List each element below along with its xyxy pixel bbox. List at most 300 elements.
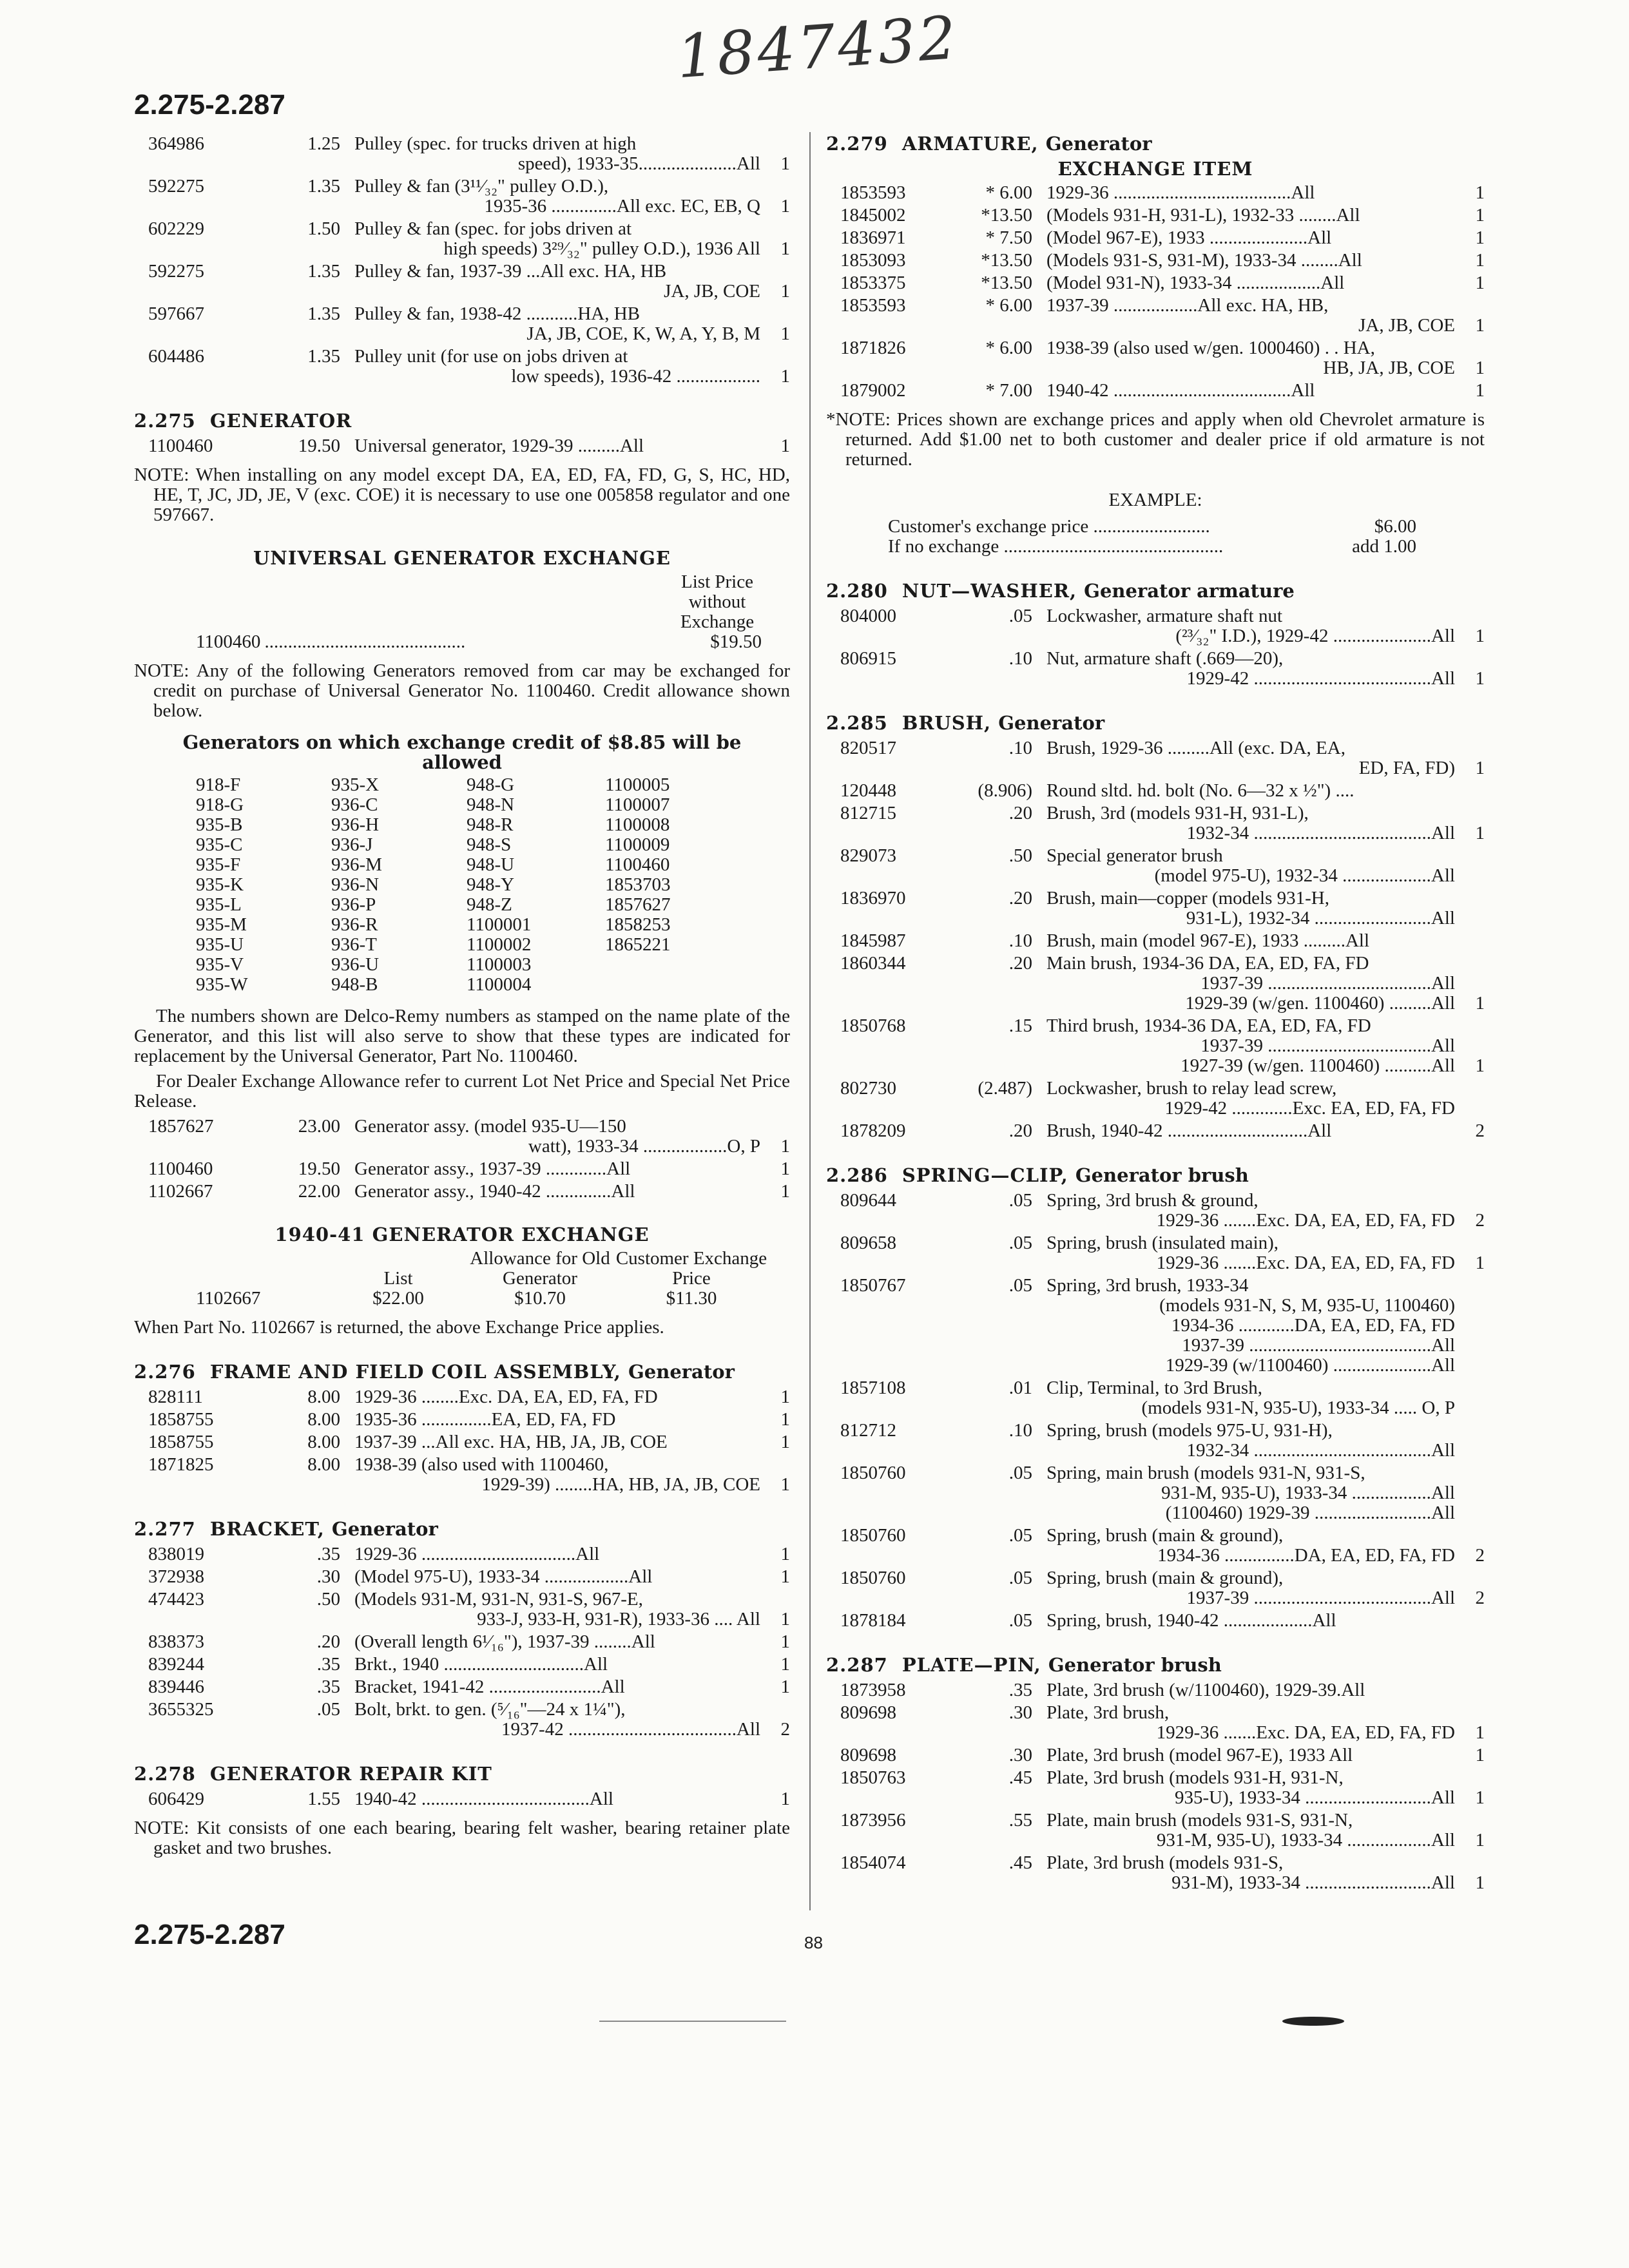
part-description [1046, 606, 1459, 646]
part-number: 1102667 [148, 1181, 213, 1202]
part-quantity: 1 [780, 1409, 790, 1430]
description-line: 1929-36 ......................................All [1046, 182, 1315, 203]
part-price: 8.00 [307, 1432, 340, 1452]
part-price: .05 [1008, 1190, 1032, 1211]
part-description [1046, 1016, 1459, 1076]
example-line: If no exchange ............................................... add 1.00 [888, 536, 1416, 557]
part-number: 1850760 [840, 1463, 906, 1483]
description-line: 931-M, 935-U), 1933-34 ..................All [1156, 1830, 1455, 1850]
description-line: JA, JB, COE [664, 281, 760, 302]
part-number: 597667 [148, 303, 204, 324]
description-line: Nut, armature shaft (.669—20), [1046, 648, 1284, 669]
grid-cell: 935-C [196, 834, 243, 855]
description-line: 1929-42 ......................................All [1186, 668, 1455, 689]
part-description [1046, 338, 1459, 378]
part-price: .45 [1008, 1852, 1032, 1873]
part-number: 592275 [148, 261, 204, 282]
subsection-heading: UNIVERSAL GENERATOR EXCHANGE [253, 547, 671, 569]
part-quantity: 1 [1475, 273, 1485, 293]
description-line: Pulley unit (for use on jobs driven at [354, 346, 628, 367]
note: NOTE: Any of the following Generators removed from car may be exchanged for credit on purchase of Universal Generator No. 1100460. Credit allowance shown below. [134, 660, 790, 721]
part-row [134, 1590, 790, 1629]
part-quantity: 1 [1475, 227, 1485, 248]
part-row [134, 347, 790, 387]
part-row [826, 228, 1485, 248]
part-price: 23.00 [298, 1116, 340, 1137]
part-price: 19.50 [298, 1158, 340, 1179]
part-price: .50 [316, 1589, 340, 1610]
grid-cell: 948-G [467, 774, 515, 795]
description-line: 1940-42 ......................................All [1046, 380, 1315, 401]
part-quantity: 2 [780, 1719, 790, 1740]
description-line: 935-U), 1933-34 ...........................All [1175, 1787, 1455, 1808]
grid-cell: 935-X [331, 774, 380, 795]
description-line: Plate, main brush (models 931-S, 931-N, [1046, 1810, 1353, 1831]
part-description [354, 1455, 764, 1495]
part-description [354, 134, 764, 174]
part-price: .10 [1008, 738, 1032, 758]
part-row [826, 1233, 1485, 1273]
part-description [1046, 1378, 1459, 1418]
section-heading: 2.286 SPRING—CLIP, Generator brush [826, 1164, 1249, 1186]
description-line: Bracket, 1941-42 ........................All [354, 1677, 625, 1697]
description-line: (Models 931-H, 931-L), 1932-33 ........All [1046, 205, 1360, 226]
part-row [134, 1677, 790, 1697]
description-line: (Models 931-S, 931-M), 1933-34 ........All [1046, 250, 1362, 271]
part-number: 1850767 [840, 1275, 906, 1296]
part-description [354, 1544, 764, 1564]
part-number: 1100460 [148, 1158, 213, 1179]
grid-cell: 1857627 [605, 894, 671, 915]
section-heading: 2.276 FRAME AND FIELD COIL ASSEMBLY, Generator [134, 1361, 735, 1383]
part-quantity: 1 [780, 1609, 790, 1629]
part-number: 1850768 [840, 1015, 906, 1036]
description-line: Spring, 3rd brush, 1933-34 [1046, 1275, 1249, 1296]
part-price: .05 [316, 1699, 340, 1720]
description-line: 1940-42 ....................................All [354, 1789, 613, 1809]
part-price: .55 [1008, 1810, 1032, 1831]
part-number: 802730 [840, 1078, 896, 1099]
part-row [826, 296, 1485, 336]
credit-title: Generators on which exchange credit of $8.85 will be allowed [182, 731, 742, 773]
part-price: .35 [1008, 1680, 1032, 1700]
part-description [1046, 251, 1459, 271]
part-description [354, 1567, 764, 1587]
description-line: (models 931-N, 935-U), 1933-34 ..... O, P [1141, 1398, 1455, 1418]
part-description [1046, 649, 1459, 689]
part-row [134, 1544, 790, 1564]
grid-cell: 1100003 [467, 954, 532, 975]
description-line: 931-M), 1933-34 ...........................All [1171, 1872, 1455, 1893]
grid-cell: 1853703 [605, 874, 671, 895]
part-price: .20 [1008, 888, 1032, 908]
part-number: 1878184 [840, 1610, 906, 1631]
generator-assy-list [134, 1117, 790, 1202]
scan-line [599, 2021, 786, 2022]
part-description [1046, 803, 1459, 843]
description-line: Spring, brush (main & ground), [1046, 1568, 1284, 1588]
note: When Part No. 1102667 is returned, the above Exchange Price applies. [134, 1317, 664, 1338]
part-description [1046, 781, 1459, 801]
part-quantity: 2 [1475, 1588, 1485, 1608]
part-quantity: 2 [1475, 1120, 1485, 1141]
part-number: 812712 [840, 1420, 896, 1441]
part-row [826, 273, 1485, 293]
part-price: 8.00 [307, 1387, 340, 1407]
description-line: HB, JA, JB, COE [1323, 358, 1455, 378]
part-row [826, 1568, 1485, 1608]
description-line: Brkt., 1940 ..............................All [354, 1654, 608, 1675]
part-number: 812715 [840, 803, 896, 823]
part-description [1046, 183, 1459, 203]
part-price: 1.35 [307, 346, 340, 367]
description-line: 1937-39 ......................................All [1186, 1588, 1455, 1608]
part-price: .30 [316, 1566, 340, 1587]
description-line: (model 975-U), 1932-34 ...................All [1154, 865, 1455, 886]
description-line: Spring, 3rd brush & ground, [1046, 1190, 1258, 1211]
part-number: 1850763 [840, 1767, 906, 1788]
part-description [354, 219, 764, 259]
description-line: watt), 1933-34 ..................O, P [528, 1136, 760, 1157]
grid-cell: 948-Z [467, 894, 512, 915]
description-line: 1937-39 .......................................All [1182, 1335, 1455, 1356]
part-number: 1850760 [840, 1568, 906, 1588]
part-number: 809644 [840, 1190, 896, 1211]
description-line: 931-M, 935-U), 1933-34 .................All [1161, 1483, 1455, 1503]
part-number: 1871825 [148, 1454, 214, 1475]
part-price: * 6.00 [985, 338, 1032, 358]
part-number: 364986 [148, 133, 204, 154]
grid-cell: 935-M [196, 914, 247, 935]
description-line: 1929-36 .................................All [354, 1544, 600, 1564]
grid-cell: 1100460 [605, 854, 670, 875]
part-price: *13.50 [981, 273, 1032, 293]
grid-cell: 948-B [331, 974, 378, 995]
part-number: 1858755 [148, 1409, 214, 1430]
part-description [1046, 1745, 1459, 1765]
plate-list [826, 1680, 1485, 1893]
part-row [134, 1789, 790, 1809]
grid-cell: 935-V [196, 954, 244, 975]
part-price: 1.25 [307, 133, 340, 154]
description-line: Special generator brush [1046, 845, 1223, 866]
section-heading: 2.280 NUT—WASHER, Generator armature [826, 580, 1295, 602]
description-line: Pulley & fan (spec. for jobs driven at [354, 218, 632, 239]
grid-cell: 936-R [331, 914, 378, 935]
part-price: * 7.50 [985, 227, 1032, 248]
part-description [1046, 1768, 1459, 1808]
description-line: 1932-34 ......................................All [1186, 823, 1455, 843]
part-description [354, 1410, 764, 1430]
part-price: .05 [1008, 1610, 1032, 1631]
description-line: 1937-39 ..................All exc. HA, HB, [1046, 295, 1329, 316]
nut-list [826, 606, 1485, 689]
part-description [354, 1632, 764, 1652]
part-number: 838019 [148, 1544, 204, 1564]
grid-cell: 935-F [196, 854, 241, 875]
part-number: 602229 [148, 218, 204, 239]
part-number: 1853375 [840, 273, 906, 293]
part-number: 1879002 [840, 380, 906, 401]
part-description [1046, 1191, 1459, 1231]
part-quantity: 1 [780, 238, 790, 259]
part-price: (8.906) [978, 780, 1032, 801]
grid-cell: 936-M [331, 854, 382, 875]
column-divider [809, 132, 811, 1910]
grid-cell: 936-U [331, 954, 380, 975]
part-quantity: 1 [780, 1474, 790, 1495]
part-price: .05 [1008, 1463, 1032, 1483]
page-number: 88 [804, 1933, 823, 1952]
exchange-table: List Allowance for Old Generator Customer Exchange Price 1102667 $22.00 $10.70 $11.30 [196, 1248, 767, 1309]
grid-cell: 935-L [196, 894, 242, 915]
description-line: (²³⁄₃₂" I.D.), 1929-42 .....................All [1175, 626, 1455, 646]
grid-cell: 1100009 [605, 834, 670, 855]
part-row [826, 1768, 1485, 1808]
part-number: 120448 [840, 780, 896, 801]
left-column [134, 134, 790, 1867]
paragraph: The numbers shown are Delco-Remy numbers as stamped on the name plate of the Generator, and this list will also serve to show that these types are indicated for replacement by the Universal Generator, Part No. 1100460. [134, 1006, 790, 1066]
grid-cell: 1858253 [605, 914, 671, 935]
frame-list [134, 1387, 790, 1495]
description-line: Pulley & fan, 1938-42 ...........HA, HB [354, 303, 641, 324]
description-line: (Model 967-E), 1933 .....................All [1046, 227, 1332, 248]
description-line: 1929-36 .......Exc. DA, EA, ED, FA, FD [1156, 1253, 1455, 1273]
part-description [1046, 381, 1459, 401]
description-line: 1938-39 (also used w/gen. 1000460) . . HA, [1046, 338, 1375, 358]
description-line: Pulley & fan (3¹¹⁄₃₂" pulley O.D.), [354, 176, 609, 197]
part-price: .45 [1008, 1767, 1032, 1788]
part-description [354, 1387, 764, 1407]
description-line: Generator assy., 1940-42 ..............All [354, 1181, 635, 1202]
part-price: * 6.00 [985, 295, 1032, 316]
grid-cell: 936-T [331, 934, 377, 955]
grid-cell: 1100001 [467, 914, 532, 935]
part-quantity: 1 [780, 1158, 790, 1179]
part-price: .05 [1008, 1275, 1032, 1296]
note: NOTE: When installing on any model except DA, EA, ED, FA, FD, G, S, HC, HD, HE, T, JC, JD, JE, V (exc. COE) it is necessary to use one 005858 regulator and one 597667. [134, 465, 790, 525]
part-quantity: 1 [1475, 1722, 1485, 1743]
part-row [826, 1526, 1485, 1566]
grid-cell: 935-K [196, 874, 244, 895]
part-number: 1850760 [840, 1525, 906, 1546]
part-row [826, 1016, 1485, 1076]
part-row [826, 1276, 1485, 1376]
grid-cell: 935-B [196, 814, 243, 835]
part-quantity: 1 [1475, 380, 1485, 401]
part-row [134, 1567, 790, 1587]
part-quantity: 1 [780, 366, 790, 387]
part-row [826, 338, 1485, 378]
part-row [134, 134, 790, 174]
description-line: Plate, 3rd brush, [1046, 1702, 1170, 1723]
part-description [1046, 846, 1459, 886]
page-footer: 2.275-2.287 [134, 1919, 285, 1950]
part-description [354, 1590, 764, 1629]
grid-cell: 948-S [467, 834, 512, 855]
part-description [354, 1655, 764, 1675]
part-quantity: 1 [780, 1544, 790, 1564]
part-quantity: 1 [780, 1136, 790, 1157]
part-description [1046, 1811, 1459, 1850]
grid-cell: 936-H [331, 814, 380, 835]
part-quantity: 1 [780, 1631, 790, 1652]
part-description [1046, 228, 1459, 248]
part-description [354, 1677, 764, 1697]
part-description [354, 262, 764, 302]
description-line: Brush, main (model 967-E), 1933 .........All [1046, 930, 1370, 951]
part-price: .05 [1008, 1233, 1032, 1253]
description-line: 1929-39 (w/1100460) .....................All [1165, 1355, 1455, 1376]
part-quantity: 2 [1475, 1210, 1485, 1231]
part-number: 1858755 [148, 1432, 214, 1452]
description-line: Spring, brush, 1940-42 ...................All [1046, 1610, 1336, 1631]
part-description [1046, 954, 1459, 1014]
part-quantity: 1 [780, 1566, 790, 1587]
description-line: 1927-39 (w/gen. 1100460) ..........All [1181, 1055, 1455, 1076]
part-row [826, 1463, 1485, 1523]
grid-cell: 1100005 [605, 774, 670, 795]
part-number: 1836970 [840, 888, 906, 908]
part-quantity: 1 [780, 1654, 790, 1675]
description-line: Generator assy., 1937-39 .............All [354, 1158, 631, 1179]
part-row [826, 1611, 1485, 1631]
part-quantity: 1 [1475, 823, 1485, 843]
part-quantity: 1 [780, 1181, 790, 1202]
description-line: 1929-36 .......Exc. DA, EA, ED, FA, FD [1156, 1722, 1455, 1743]
part-description [354, 1700, 764, 1740]
part-row [134, 1700, 790, 1740]
part-quantity: 1 [780, 1789, 790, 1809]
part-row [134, 1455, 790, 1495]
part-quantity: 1 [1475, 1787, 1485, 1808]
part-row [826, 1853, 1485, 1893]
part-number: 1860344 [840, 953, 906, 974]
description-line: Lockwasher, brush to relay lead screw, [1046, 1078, 1337, 1099]
part-description [1046, 273, 1459, 293]
note: NOTE: Kit consists of one each bearing, bearing felt washer, bearing retainer plate gasket and two brushes. [134, 1818, 790, 1858]
grid-cell [605, 975, 734, 995]
part-number: 1873956 [840, 1810, 906, 1831]
part-quantity: 1 [1475, 1745, 1485, 1765]
part-row [826, 1811, 1485, 1850]
grid-cell: 948-U [467, 854, 515, 875]
grid-cell: 935-W [196, 974, 248, 995]
part-quantity: 2 [1475, 1545, 1485, 1566]
example-line: Customer's exchange price ......................... $6.00 [888, 516, 1416, 537]
part-price: .05 [1008, 1568, 1032, 1588]
description-line: high speeds) 3²⁹⁄₃₂" pulley O.D.), 1936 All [443, 238, 760, 259]
description-line: Spring, brush (insulated main), [1046, 1233, 1279, 1253]
part-row [826, 954, 1485, 1014]
part-price: .35 [316, 1677, 340, 1697]
part-row [134, 177, 790, 216]
part-number: 372938 [148, 1566, 204, 1587]
description-line: Spring, main brush (models 931-N, 931-S, [1046, 1463, 1365, 1483]
bracket-list [134, 1544, 790, 1740]
part-number: 1854074 [840, 1852, 906, 1873]
part-price: .10 [1008, 648, 1032, 669]
part-price: .30 [1008, 1702, 1032, 1723]
description-line: 1937-39 ...................................All [1200, 1035, 1455, 1056]
description-line: low speeds), 1936-42 .................. [511, 366, 760, 387]
description-line: Brush, main—copper (models 931-H, [1046, 888, 1329, 908]
part-quantity: 1 [1475, 993, 1485, 1014]
part-quantity: 1 [780, 1677, 790, 1697]
description-line: 1935-36 ...............EA, ED, FA, FD [354, 1409, 616, 1430]
part-price: 22.00 [298, 1181, 340, 1202]
description-line: Generator assy. (model 935-U—150 [354, 1116, 626, 1137]
part-number: 1878209 [840, 1120, 906, 1141]
part-description [354, 1789, 764, 1809]
part-quantity: 1 [780, 1387, 790, 1407]
part-description [354, 304, 764, 344]
part-price: 8.00 [307, 1454, 340, 1475]
part-number: 1836971 [840, 227, 906, 248]
grid-cell: 936-C [331, 794, 378, 815]
description-line: Spring, brush (models 975-U, 931-H), [1046, 1420, 1333, 1441]
part-description [354, 1182, 764, 1202]
part-description [1046, 931, 1459, 951]
description-line: ED, FA, FD) [1358, 758, 1455, 778]
description-line: (Overall length 6¹⁄₁₆"), 1937-39 ........All [354, 1631, 655, 1652]
part-number: 474423 [148, 1589, 204, 1610]
description-line: JA, JB, COE, K, W, A, Y, B, M [526, 323, 760, 344]
part-quantity: 1 [1475, 1830, 1485, 1850]
description-line: Plate, 3rd brush (models 931-S, [1046, 1852, 1284, 1873]
part-row [826, 381, 1485, 401]
part-price: .20 [316, 1631, 340, 1652]
description-line: Third brush, 1934-36 DA, EA, ED, FA, FD [1046, 1015, 1371, 1036]
part-number: 1857627 [148, 1116, 214, 1137]
generator-number-grid [196, 775, 790, 995]
price-line: 1100460 ........................................... $19.50 [196, 631, 762, 652]
part-description [1046, 1121, 1459, 1141]
part-number: 3655325 [148, 1699, 214, 1720]
description-line: Brush, 1940-42 ..............................All [1046, 1120, 1332, 1141]
part-number: 1845987 [840, 930, 906, 951]
part-number: 1853093 [840, 250, 906, 271]
part-quantity: 1 [1475, 1253, 1485, 1273]
part-row [826, 1191, 1485, 1231]
part-price: 1.55 [307, 1789, 340, 1809]
part-row [826, 889, 1485, 928]
part-quantity: 1 [780, 323, 790, 344]
section-heading: 2.287 PLATE—PIN, Generator brush [826, 1654, 1222, 1676]
part-price: .05 [1008, 1525, 1032, 1546]
grid-cell: 1100007 [605, 794, 670, 815]
example-heading: EXAMPLE: [1108, 490, 1202, 510]
part-number: 839244 [148, 1654, 204, 1675]
part-number: 592275 [148, 176, 204, 197]
description-line: Plate, 3rd brush (model 967-E), 1933 All [1046, 1745, 1353, 1765]
part-number: 809658 [840, 1233, 896, 1253]
part-row [826, 206, 1485, 226]
part-price: 1.35 [307, 303, 340, 324]
part-row [826, 738, 1485, 778]
part-description [1046, 889, 1459, 928]
section-heading: 2.277 BRACKET, Generator [134, 1518, 438, 1540]
part-price: 1.35 [307, 176, 340, 197]
part-description [1046, 1079, 1459, 1119]
description-line: 1937-39 ...................................All [1200, 973, 1455, 994]
part-description [354, 1117, 764, 1157]
part-row [826, 606, 1485, 646]
part-row [134, 1159, 790, 1179]
part-row [134, 304, 790, 344]
brush-list [826, 738, 1485, 1141]
part-price: * 7.00 [985, 380, 1032, 401]
